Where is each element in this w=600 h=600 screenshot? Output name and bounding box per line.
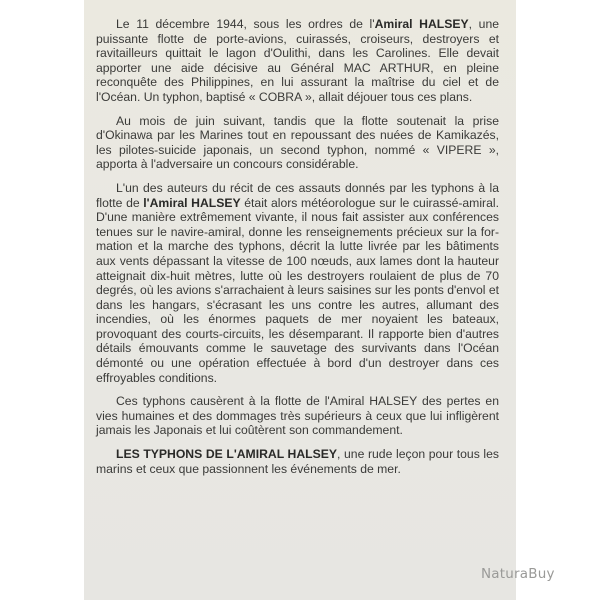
paragraph-1 <box>96 17 499 105</box>
bold-run: LES TYPHONS DE L'AMIRAL HALSEY <box>116 447 337 462</box>
text-run: , une rude leçon pour tous les marins et ceux que passionnent les événements de mer. <box>96 447 499 476</box>
text-run: , une puissante flotte de porte-avions, cuirassés, croiseurs, destroyers et ravitailleurs quittait le lagon d'Oulithi, dans les Carolines. Elle devait apporter une aide décisive au Général MAC ARTHUR, en pleine reconquête des Philippines, en lui assurant la maîtrise du ciel et de l'Océan. Un typhon, baptisé « COBRA », allait déjouer tous ces plans. <box>96 17 499 104</box>
text-run: Ces typhons causèrent à la flotte de l'Amiral HALSEY des pertes en vies humaines et des dommages très supérieurs à ceux que lui infligèrent jamais les Japonais et lui coûtèrent son commandement. <box>96 394 499 438</box>
text-run: Au mois de juin suivant, tandis que la flotte soutenait la prise d'Okinawa par les Marines tout en repoussant des nuées de Kamikazés, les pilotes-suicide japonais, un second typhon, nommé « VIPERE », apporta à l'adversaire un concours considérable. <box>96 113 499 172</box>
watermark-logo: NaturaBuy <box>481 566 555 582</box>
bold-run: Amiral HALSEY <box>374 17 469 31</box>
paragraph-5 <box>96 447 499 476</box>
bold-run: l'Amiral HALSEY <box>143 195 241 210</box>
book-page <box>84 0 555 600</box>
text-run: était alors météorologue sur le cuirassé-amiral. D'une manière extrêmement vivante, il nous fait assister aux conférences tenues sur le navire-amiral, donne les renseignements précieux sur la formation et la marche des typhons, décrit la lutte livrée par les bâtiments aux vents dépassant la vitesse de 100 nœuds, aux lames dont la hauteur atteignait dix-huit mètres, lutte où les destroyers roulaient de plus de 70 degrés, où les avions s'arrachaient à leurs saisines sur les ponts d'envol et dans les hangars, s'écrasant les uns contre les autres, allumant des incendies, où les énormes paquets de mer noyaient les bateaux, provoquant des courts-circuits, les désemparant. Il rapporte bien d'autres détails émouvants comme le sauvetage des survivants dans l'Océan démonté ou une opération effectuée à bord d'un destroyer dans ces effroyables conditions. <box>96 195 499 385</box>
text-run: L'un des auteurs du récit de ces assauts donnés par les typhons à la flotte de <box>96 180 499 210</box>
body-text <box>96 17 499 476</box>
paragraph-2 <box>96 114 499 172</box>
paragraph-3 <box>96 181 499 385</box>
text-run: Le 11 décembre 1944, sous les ordres de l' <box>116 17 375 31</box>
paragraph-4 <box>96 394 499 438</box>
